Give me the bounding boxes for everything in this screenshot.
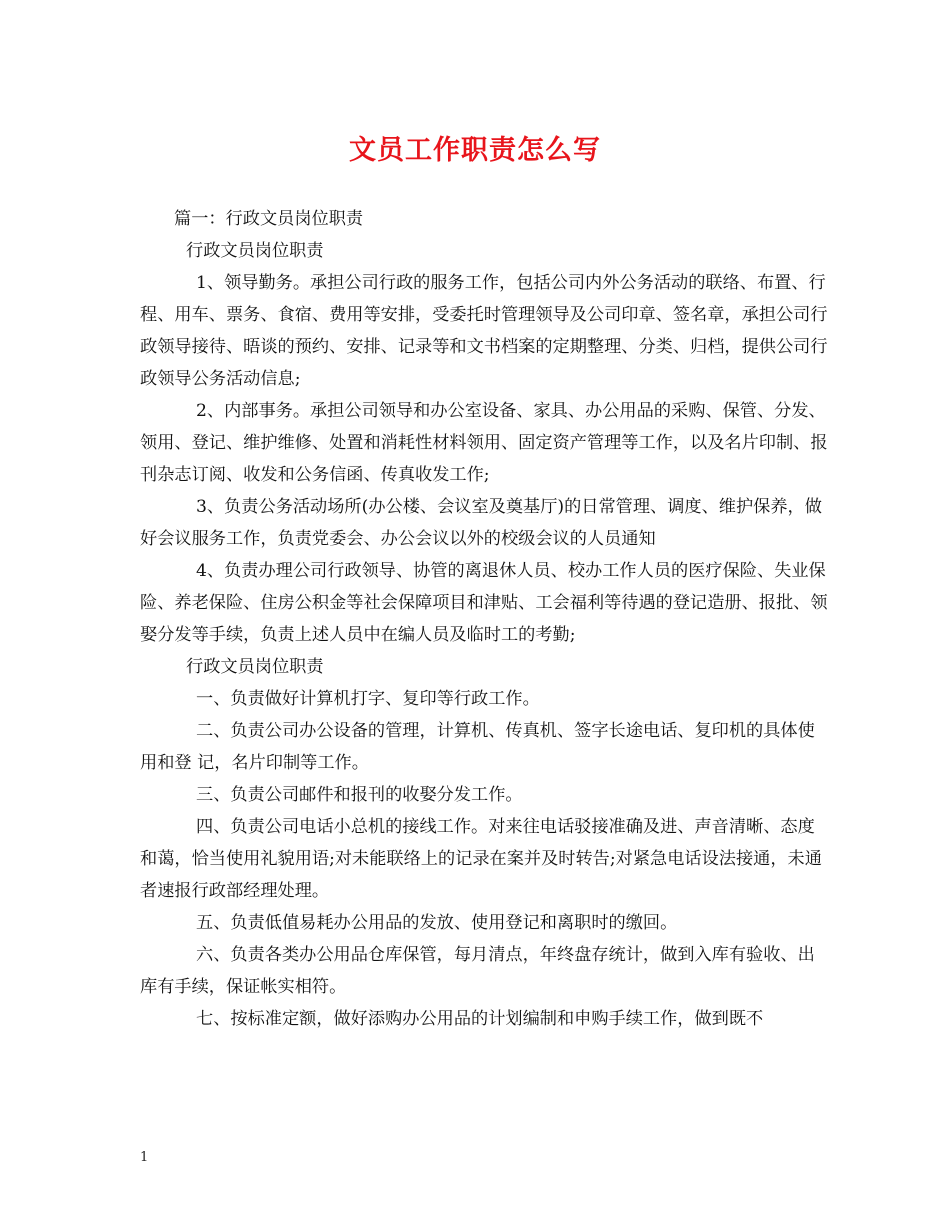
paragraph: 四、负责公司电话小总机的接线工作。对来往电话驳接准确及进、声音清晰、态度和蔼，恰当使用礼貌用语;对未能联络上的记录在案并及时转告;对紧急电话设法接通，未通者速报行政部经理处理。: [140, 817, 822, 901]
paragraph: 五、负责低值易耗办公用品的发放、使用登记和离职时的缴回。: [196, 913, 678, 933]
paragraph: 1、领导勤务。承担公司行政的服务工作，包括公司内外公务活动的联络、布置、行程、用车、票务、食宿、费用等安排，受委托时管理领导及公司印章、签名章，承担公司行政领导接待、晤谈的预约、安排、记录等和文书档案的定期整理、分类、归档，提供公司行政领导公务活动信息;: [140, 273, 828, 389]
sub-heading: 行政文员岗位职责: [186, 657, 324, 677]
paragraph: 3、负责公务活动场所(办公楼、会议室及奠基厅)的日常管理、调度、维护保养，做好会议服务工作，负责党委会、办公会议以外的校级会议的人员通知: [140, 497, 822, 549]
paragraph: 七、按标准定额，做好添购办公用品的计划编制和申购手续工作，做到既不: [196, 1009, 764, 1029]
document-title: 文员工作职责怎么写: [349, 135, 601, 166]
section-heading: 篇一：行政文员岗位职责: [174, 209, 364, 229]
sub-heading: 行政文员岗位职责: [186, 241, 324, 261]
paragraph: 一、负责做好计算机打字、复印等行政工作。: [196, 689, 540, 709]
paragraph: 三、负责公司邮件和报刊的收娶分发工作。: [196, 785, 523, 805]
paragraph: 4、负责办理公司行政领导、协管的离退休人员、校办工作人员的医疗保险、失业保险、养老保险、住房公积金等社会保障项目和津贴、工会福利等待遇的登记造册、报批、领娶分发等手续，负责上述人员中在编人员及临时工的考勤;: [140, 561, 828, 645]
paragraph: 二、负责公司办公设备的管理，计算机、传真机、签字长途电话、复印机的具体使用和登 记，名片印制等工作。: [140, 721, 815, 773]
page-number: 1: [140, 1150, 149, 1165]
document-body: [140, 203, 830, 1035]
paragraph: 2、内部事务。承担公司领导和办公室设备、家具、办公用品的采购、保管、分发、领用、登记、维护维修、处置和消耗性材料领用、固定资产管理等工作，以及名片印制、报刊杂志订阅、收发和公务信函、传真收发工作;: [140, 401, 828, 485]
paragraph: 六、负责各类办公用品仓库保管，每月清点，年终盘存统计，做到入库有验收、出库有手续，保证帐实相符。: [140, 945, 815, 997]
